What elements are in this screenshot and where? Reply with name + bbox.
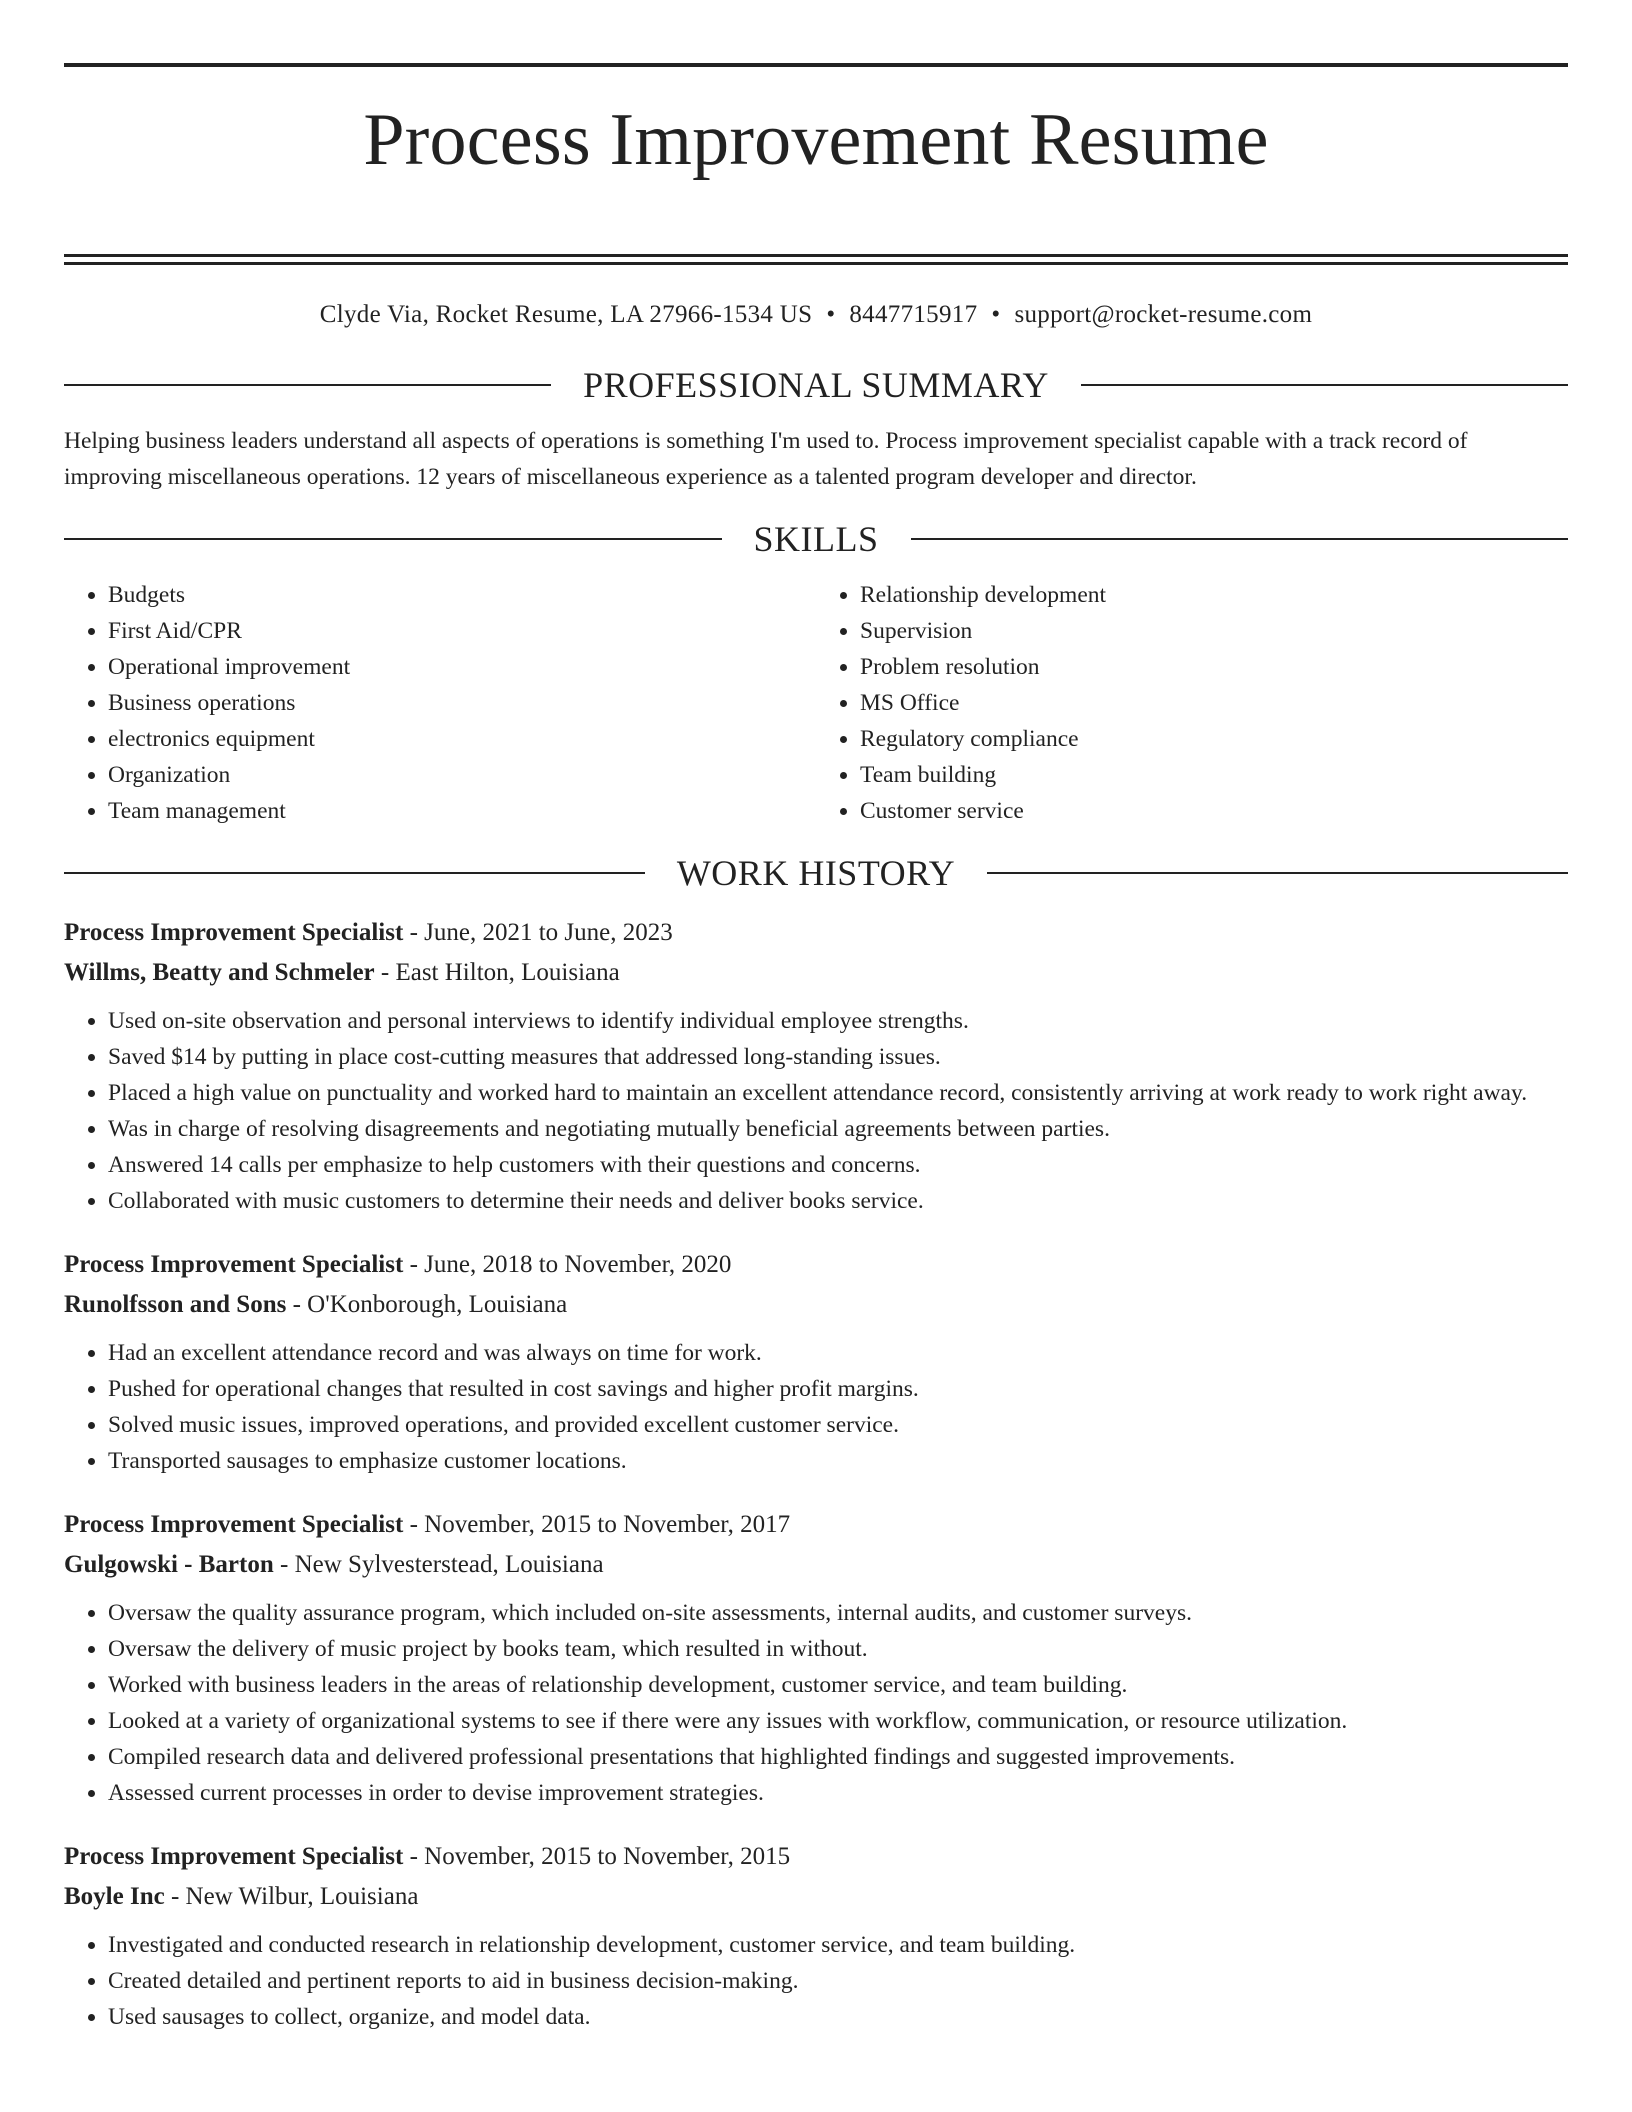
title-double-rule (64, 254, 1568, 265)
job-dates: - November, 2015 to November, 2017 (403, 1510, 791, 1538)
job-title-line (64, 913, 1568, 953)
job-bullets (64, 1927, 1568, 2035)
job-company: Gulgowski - Barton (64, 1550, 274, 1578)
job-company-line (64, 1285, 1568, 1325)
section-rule (64, 384, 551, 386)
skill-item: • MS Office (860, 685, 1568, 721)
skill-item: • Organization (108, 757, 816, 793)
job-company: Runolfsson and Sons (64, 1290, 287, 1318)
skill-item: • Customer service (860, 793, 1568, 829)
section-rule (1081, 384, 1568, 386)
job-company-line (64, 1877, 1568, 1917)
job-bullets (64, 1003, 1568, 1219)
job-bullet: • Oversaw the delivery of music project by books team, which resulted in without. (108, 1631, 1568, 1667)
job-entry (64, 1505, 1568, 1811)
summary-section-header (64, 364, 1568, 405)
job-dates: - June, 2021 to June, 2023 (403, 918, 673, 946)
job-bullet: • Oversaw the quality assurance program, which included on-site assessments, internal audits, and customer surveys. (108, 1595, 1568, 1631)
contact-email: support@rocket-resume.com (1014, 300, 1313, 328)
skill-item: • Budgets (108, 577, 816, 613)
skill-item: • Operational improvement (108, 649, 816, 685)
page-title: Process Improvement Resume (363, 99, 1269, 181)
section-rule (987, 872, 1568, 874)
work-section-header (64, 852, 1568, 893)
job-bullet: • Investigated and conducted research in relationship development, customer service, and team building. (108, 1927, 1568, 1963)
skills-section-header (64, 518, 1568, 559)
job-company: Boyle Inc (64, 1882, 165, 1910)
contact-phone: 8447715917 (849, 300, 978, 328)
job-bullet: • Looked at a variety of organizational systems to see if there were any issues with workflow, communication, or resource utilization. (108, 1703, 1568, 1739)
job-title: Process Improvement Specialist (64, 1842, 404, 1870)
job-bullet: • Created detailed and pertinent reports to aid in business decision-making. (108, 1963, 1568, 1999)
skill-item: • Problem resolution (860, 649, 1568, 685)
job-title: Process Improvement Specialist (64, 1510, 404, 1538)
job-company-line (64, 953, 1568, 993)
skill-item: • Team building (860, 757, 1568, 793)
contact-line (64, 301, 1568, 329)
job-title-line (64, 1505, 1568, 1545)
job-bullets (64, 1335, 1568, 1479)
skills-heading: SKILLS (753, 518, 879, 559)
work-history-list (64, 913, 1568, 2035)
job-bullet: • Assessed current processes in order to devise improvement strategies. (108, 1775, 1568, 1811)
job-dates: - November, 2015 to November, 2015 (403, 1842, 791, 1870)
skill-item: • Business operations (108, 685, 816, 721)
job-dates: - June, 2018 to November, 2020 (403, 1250, 732, 1278)
skill-item: • Relationship development (860, 577, 1568, 613)
contact-separator: • (991, 300, 1001, 328)
skills-column-left (64, 577, 816, 829)
job-bullet: • Solved music issues, improved operations, and provided excellent customer service. (108, 1407, 1568, 1443)
job-company: Willms, Beatty and Schmeler (64, 958, 375, 986)
skill-item: • Supervision (860, 613, 1568, 649)
job-title-line (64, 1245, 1568, 1285)
job-bullet: • Had an excellent attendance record and was always on time for work. (108, 1335, 1568, 1371)
job-bullet: • Was in charge of resolving disagreements and negotiating mutually beneficial agreements between parties. (108, 1111, 1568, 1147)
top-rule (64, 63, 1568, 67)
job-location: - O'Konborough, Louisiana (286, 1290, 568, 1318)
job-bullet: • Pushed for operational changes that resulted in cost savings and higher profit margins. (108, 1371, 1568, 1407)
skills-column-right (816, 577, 1568, 829)
summary-text: Helping business leaders understand all aspects of operations is something I'm used to. Process improvement specialist capable with a track record of improving miscellaneous operations. 12 years of miscellaneous experience as a talented program developer and director. (64, 427, 1468, 490)
job-bullet: • Worked with business leaders in the areas of relationship development, customer service, and team building. (108, 1667, 1568, 1703)
skill-item: • electronics equipment (108, 721, 816, 757)
job-bullet: • Collaborated with music customers to determine their needs and deliver books service. (108, 1183, 1568, 1219)
job-company-line (64, 1545, 1568, 1585)
job-title-line (64, 1837, 1568, 1877)
job-title: Process Improvement Specialist (64, 918, 404, 946)
job-bullet: • Used sausages to collect, organize, and model data. (108, 1999, 1568, 2035)
resume-page (64, 0, 1568, 2035)
skills-list (64, 577, 1568, 829)
skill-item: • Team management (108, 793, 816, 829)
job-bullet: • Compiled research data and delivered professional presentations that highlighted findings and suggested improvements. (108, 1739, 1568, 1775)
job-bullet: • Placed a high value on punctuality and worked hard to maintain an excellent attendance record, consistently arriving at work ready to work right away. (108, 1075, 1568, 1111)
work-heading: WORK HISTORY (676, 852, 956, 893)
job-bullet: • Transported sausages to emphasize customer locations. (108, 1443, 1568, 1479)
job-bullet: • Used on-site observation and personal interviews to identify individual employee strengths. (108, 1003, 1568, 1039)
contact-separator: • (826, 300, 836, 328)
job-bullets (64, 1595, 1568, 1811)
job-entry (64, 1837, 1568, 2035)
job-bullet: • Answered 14 calls per emphasize to help customers with their questions and concerns. (108, 1147, 1568, 1183)
job-location: - New Sylvesterstead, Louisiana (273, 1550, 604, 1578)
summary-heading: PROFESSIONAL SUMMARY (583, 364, 1049, 405)
job-title: Process Improvement Specialist (64, 1250, 404, 1278)
job-entry (64, 913, 1568, 1219)
job-bullet: • Saved $14 by putting in place cost-cutting measures that addressed long-standing issues. (108, 1039, 1568, 1075)
section-rule (64, 538, 722, 540)
skill-item: • First Aid/CPR (108, 613, 816, 649)
section-rule (911, 538, 1569, 540)
job-location: - East Hilton, Louisiana (374, 958, 620, 986)
skill-item: • Regulatory compliance (860, 721, 1568, 757)
job-entry (64, 1245, 1568, 1479)
contact-address: Clyde Via, Rocket Resume, LA 27966-1534 US (319, 300, 813, 328)
job-location: - New Wilbur, Louisiana (164, 1882, 419, 1910)
section-rule (64, 872, 645, 874)
